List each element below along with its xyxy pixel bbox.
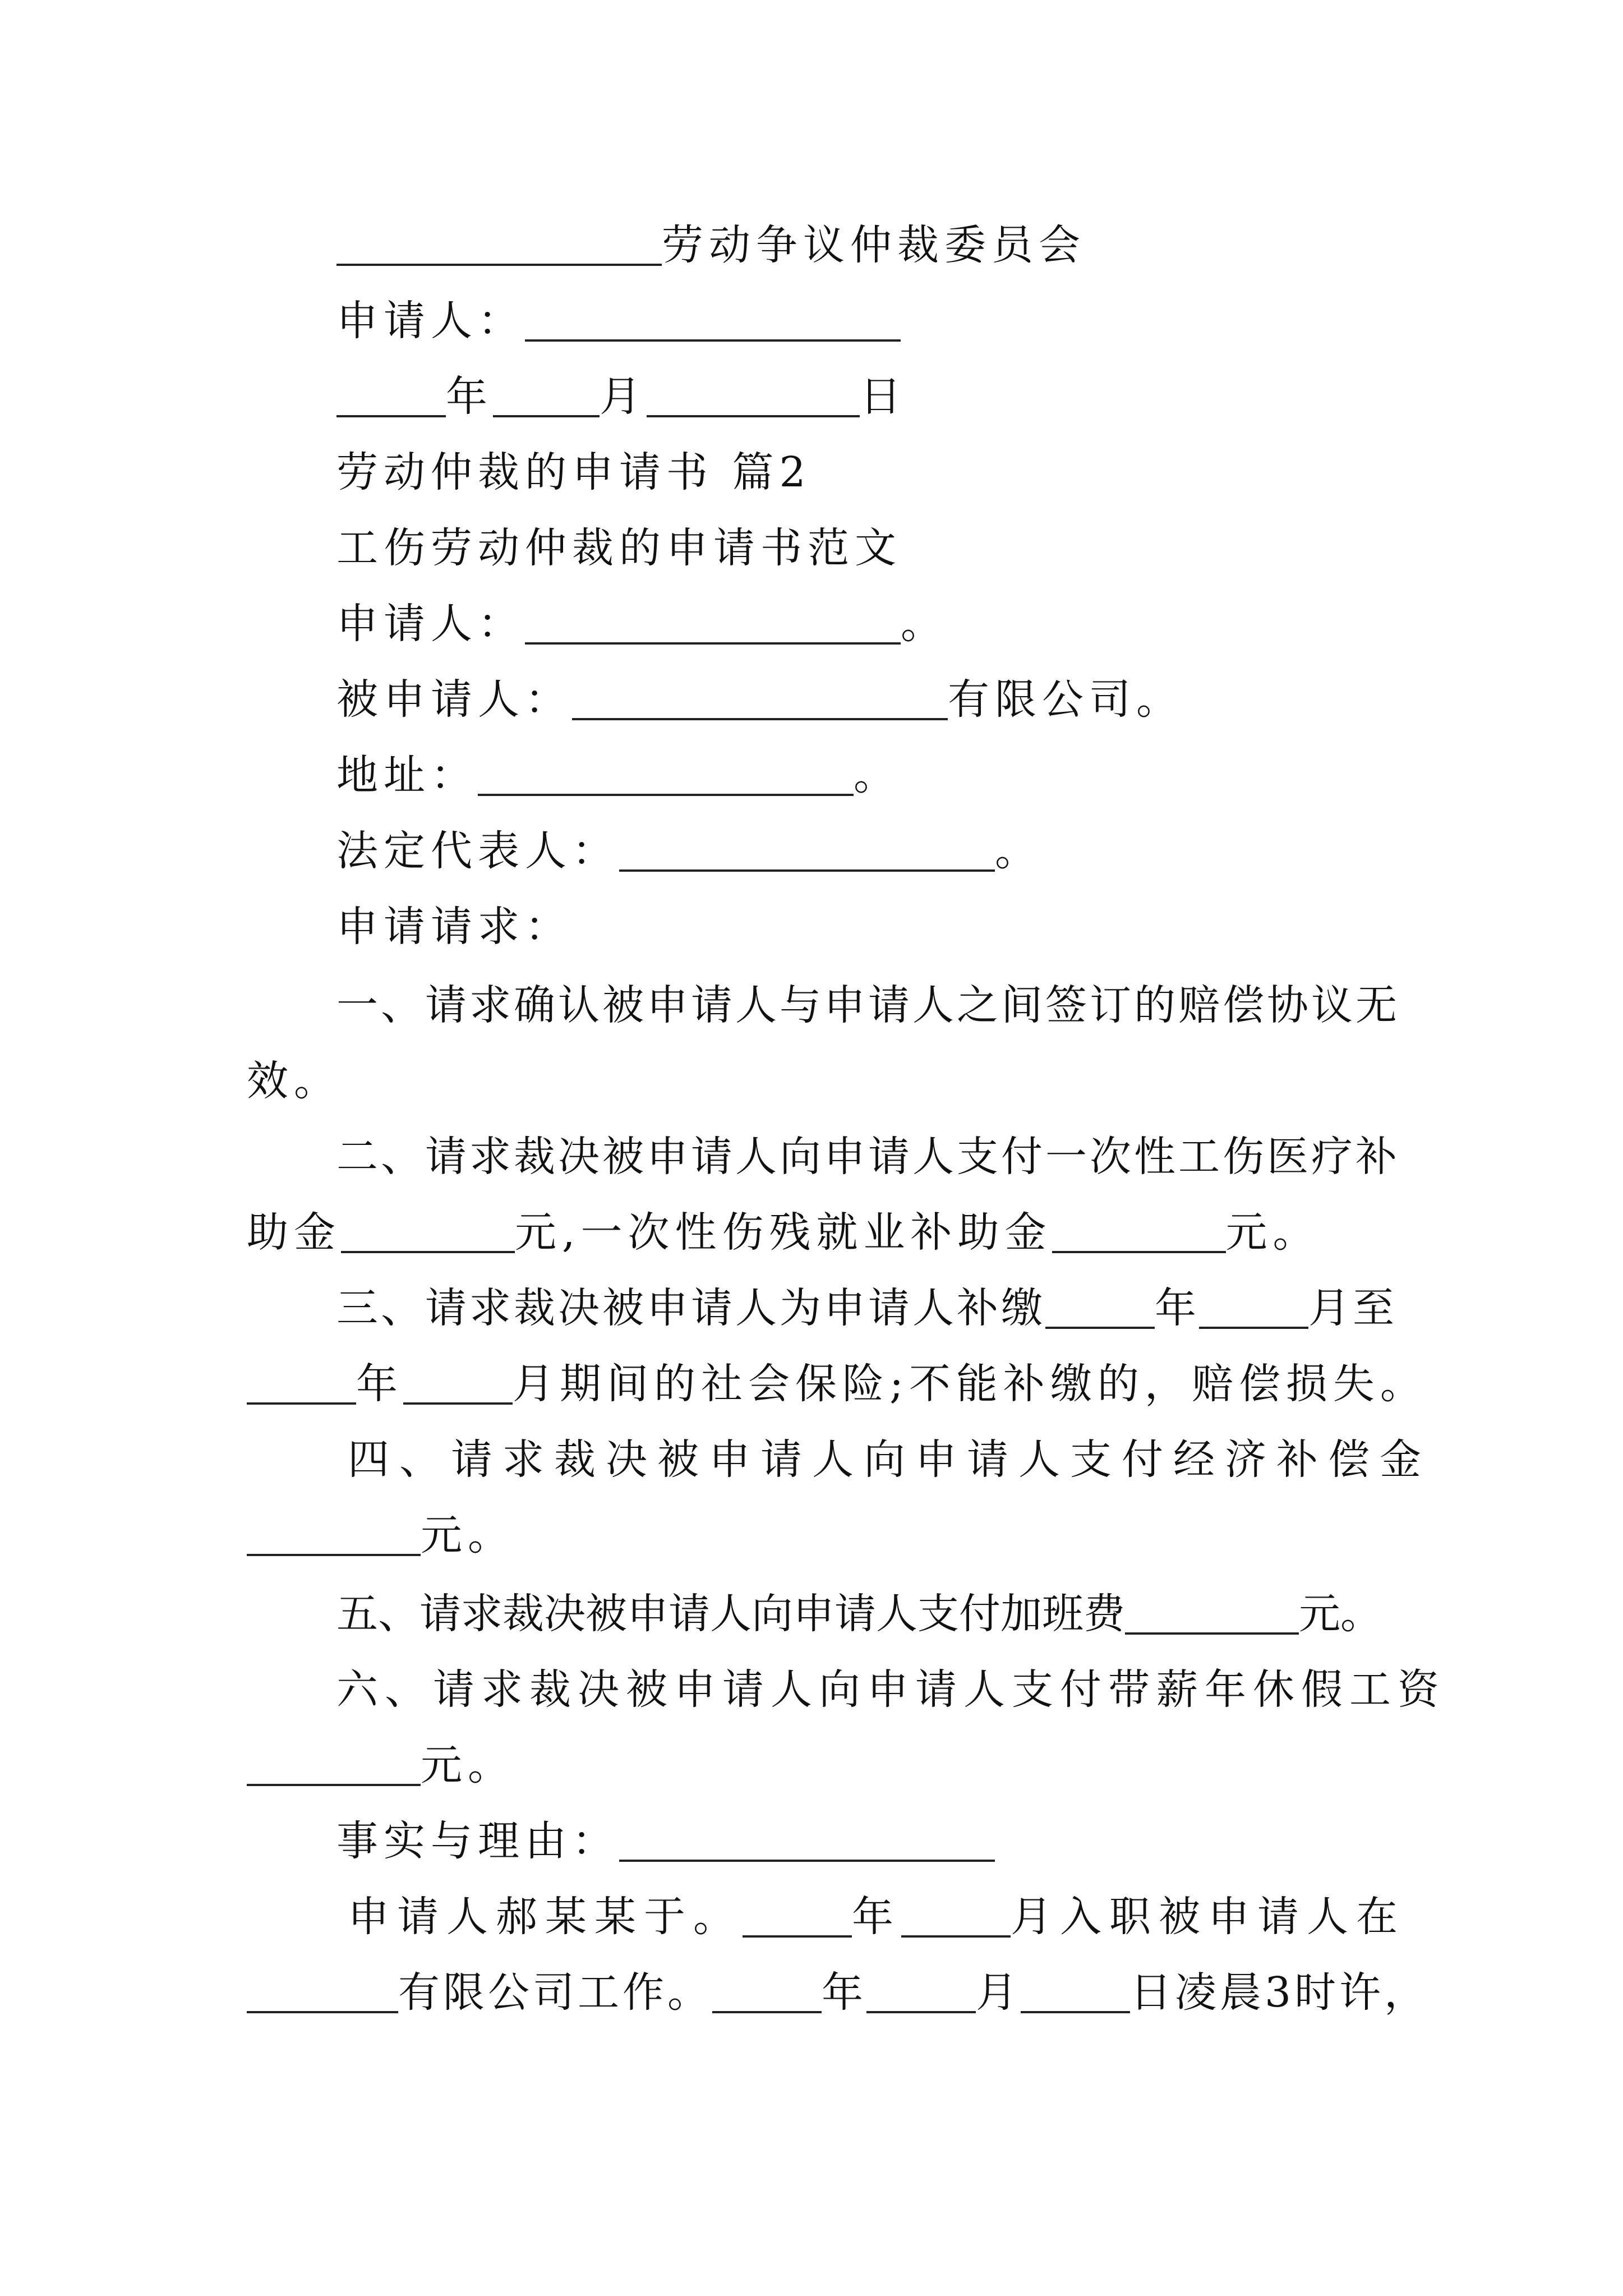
request-4-line-2 [247, 1511, 515, 1559]
facts-line [336, 1817, 995, 1865]
medical-subsidy-label: 助金 [247, 1208, 341, 1257]
applicant-label: 申请人： [336, 600, 525, 648]
entry-month-blank [901, 1896, 1011, 1938]
applicant-signature-label: 申请人： [336, 297, 525, 345]
social-insurance-text: 三、请求裁决被申请人为申请人补缴 [336, 1284, 1045, 1332]
applicant-period: 。 [901, 600, 948, 648]
medical-subsidy-blank [341, 1212, 515, 1253]
company-work-text: 有限公司工作。 [398, 1968, 712, 2017]
start-month-label: 月至 [1308, 1284, 1397, 1332]
date-year-label: 年 [446, 372, 493, 421]
respondent-suffix: 有限公司。 [948, 675, 1183, 724]
request-2-line-1: 二、请求裁决被申请人向申请人支付一次性工伤医疗补 [336, 1133, 1400, 1181]
request-6-line-1: 六、请求裁决被申请人向申请人支付带薪年休假工资 [336, 1665, 1446, 1714]
start-year-label: 年 [1155, 1284, 1199, 1332]
facts-paragraph-line-1 [348, 1893, 1405, 1941]
date-day-blank [647, 376, 860, 417]
incident-year-blank [712, 1972, 822, 2013]
facts-label: 事实与理由： [336, 1817, 619, 1865]
section-title: 劳动仲裁的申请书 篇2 [336, 448, 811, 496]
end-year-blank [247, 1363, 356, 1405]
start-month-blank [1199, 1287, 1308, 1329]
request-3-line-1 [336, 1284, 1397, 1332]
incident-month-blank [866, 1972, 976, 2013]
incident-time-text: 日凌晨3时许， [1130, 1968, 1430, 2017]
end-year-label: 年 [356, 1360, 403, 1408]
request-4-line-1: 四、请求裁决被申请人向申请人支付经济补偿金 [348, 1435, 1431, 1484]
disability-subsidy-blank [1052, 1212, 1226, 1253]
address-period: 。 [854, 751, 901, 799]
address-line [336, 751, 901, 799]
end-month-blank [403, 1363, 513, 1405]
end-month-text: 月期间的社会保险;不能补缴的，赔偿损失。 [513, 1360, 1427, 1408]
incident-year-label: 年 [822, 1968, 866, 2017]
overtime-unit: 元。 [1299, 1590, 1382, 1638]
start-year-blank [1045, 1287, 1155, 1329]
date-month-label: 月 [600, 372, 647, 421]
date-line [336, 372, 907, 421]
overtime-text: 五、请求裁决被申请人向申请人支付加班费 [336, 1590, 1125, 1638]
request-6-line-2 [247, 1741, 515, 1789]
facts-blank [619, 1820, 995, 1862]
address-blank [478, 754, 854, 796]
incident-month-label: 月 [976, 1968, 1021, 2017]
committee-line [336, 221, 1086, 269]
legal-rep-line [336, 827, 1042, 875]
respondent-line [336, 675, 1183, 724]
respondent-blank [572, 679, 948, 720]
overtime-blank [1125, 1593, 1299, 1635]
facts-intro: 申请人郝某某于。 [348, 1893, 743, 1941]
entry-text: 月入职被申请人在 [1011, 1893, 1405, 1941]
compensation-blank [247, 1515, 421, 1556]
date-year-blank [336, 376, 446, 417]
compensation-unit: 元。 [421, 1511, 515, 1559]
annual-leave-pay-unit: 元。 [421, 1741, 515, 1789]
request-5-line [336, 1590, 1382, 1638]
request-3-line-2 [247, 1360, 1427, 1408]
applicant-signature-line [336, 297, 901, 345]
requests-heading: 申请请求： [336, 903, 572, 951]
legal-rep-label: 法定代表人： [336, 827, 619, 875]
entry-year-blank [743, 1896, 852, 1938]
disability-subsidy-label: 元,一次性伤残就业补助金 [515, 1208, 1052, 1257]
facts-paragraph-line-2 [247, 1968, 1430, 2017]
request-2-line-2 [247, 1208, 1320, 1257]
respondent-label: 被申请人： [336, 675, 572, 724]
address-label: 地址： [336, 751, 478, 799]
annual-leave-pay-blank [247, 1745, 421, 1786]
date-month-blank [493, 376, 600, 417]
committee-suffix: 劳动争议仲裁委员会 [662, 221, 1086, 269]
applicant-line [336, 600, 948, 648]
date-day-label: 日 [860, 372, 907, 421]
request-1-line-2: 效。 [247, 1057, 341, 1105]
applicant-signature-blank [525, 300, 901, 342]
committee-name-blank [336, 224, 662, 266]
document-title: 工伤劳动仲裁的申请书范文 [336, 524, 902, 572]
disability-subsidy-unit: 元。 [1225, 1208, 1320, 1257]
company-name-blank [247, 1972, 398, 2013]
applicant-blank [525, 603, 901, 645]
legal-rep-period: 。 [995, 827, 1042, 875]
entry-year-label: 年 [852, 1893, 901, 1941]
legal-rep-blank [619, 830, 995, 872]
incident-day-blank [1021, 1972, 1130, 2013]
request-1-line-1: 一、请求确认被申请人与申请人之间签订的赔偿协议无 [336, 981, 1400, 1029]
